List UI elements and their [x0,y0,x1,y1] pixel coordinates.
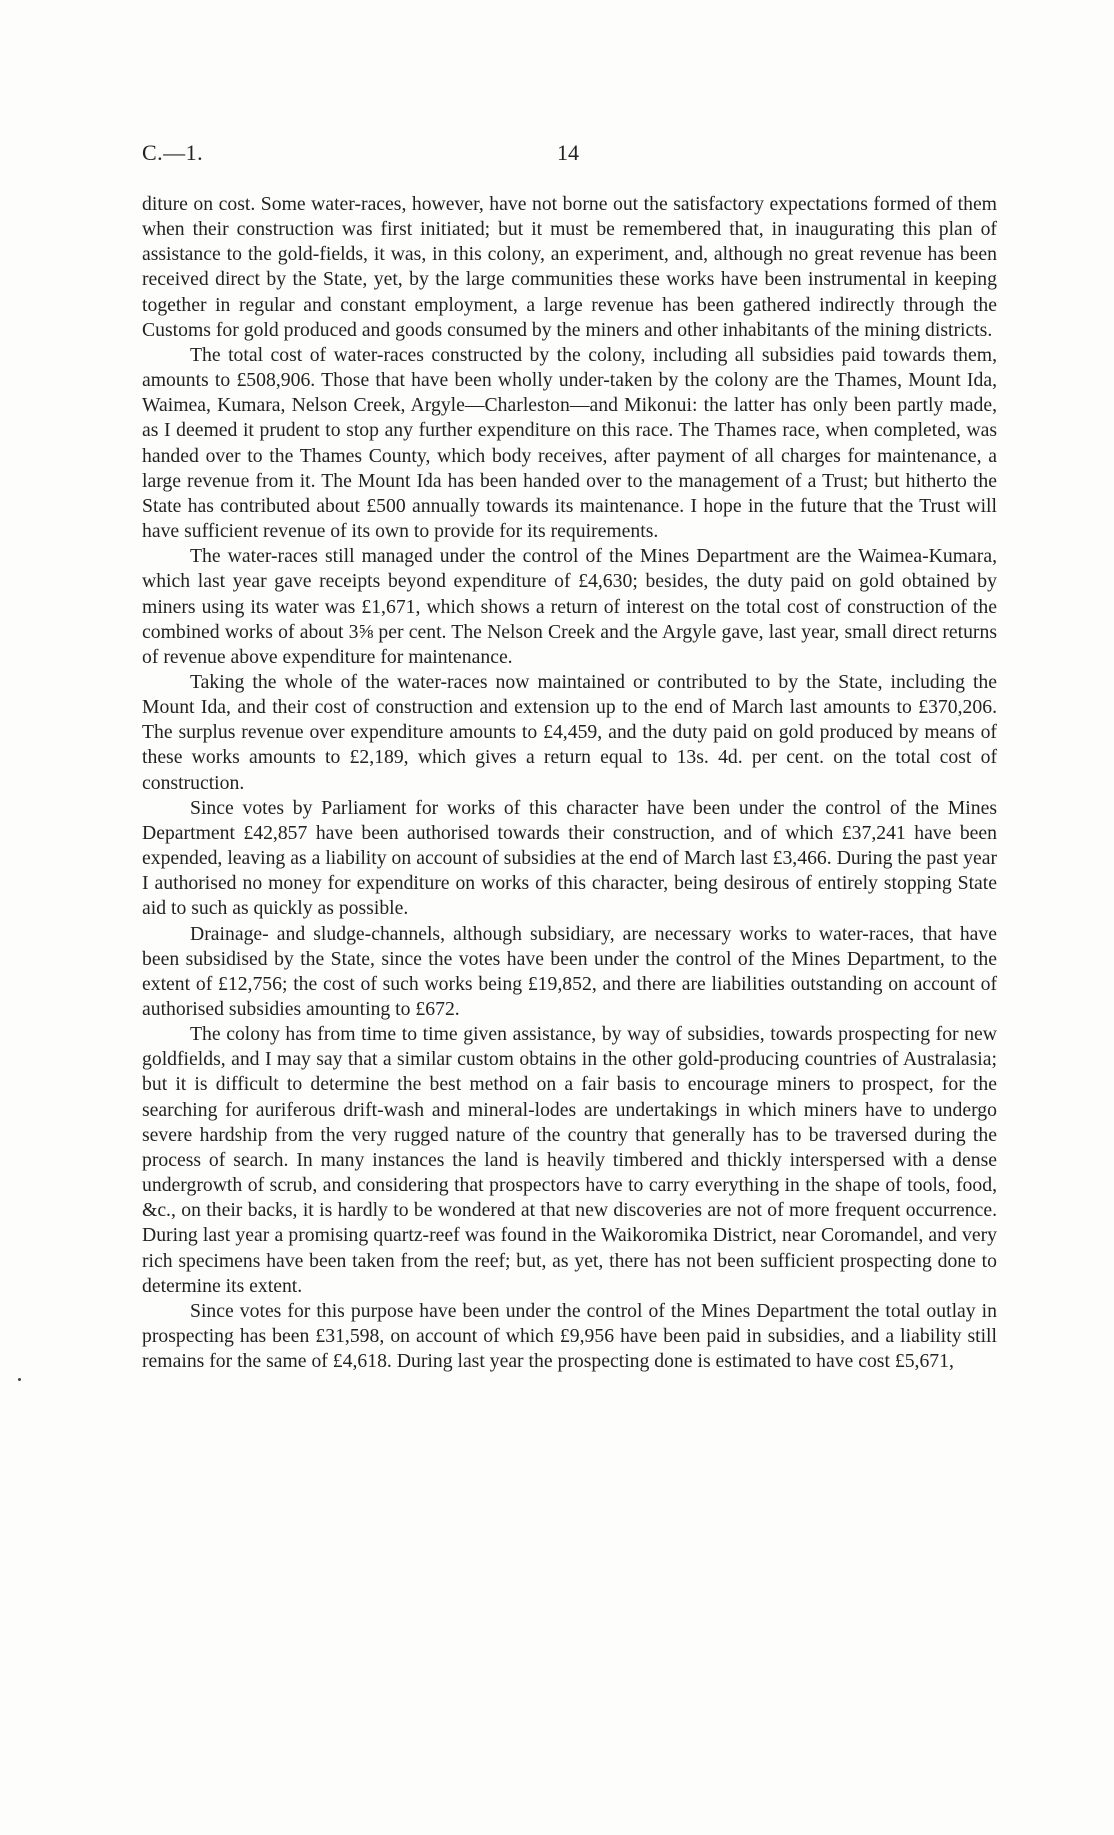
margin-mark [18,1378,21,1381]
paragraph-continued: diture on cost. Some water-races, however, have not borne out the satisfactory expectations formed of them when their construction was first initiated; but it must be remembered that, in inaugurating this plan of assistance to the gold-fields, it was, in this colony, an experiment, and, although no great revenue has been received direct by the State, yet, by the large communities these works have been instrumental in keeping together in regular and constant employment, a large revenue has been gathered indirectly through the Customs for gold produced and goods consumed by the miners and other inhabitants of the mining districts. [142,193,997,341]
document-reference: C.—1. [142,140,204,165]
paragraph-water-race-cost: The total cost of water-races constructed by the colony, including all subsidies paid towards them, amounts to £508,906. Those that have been wholly under-taken by the colony are the Thames, Mount Ida, Waimea, Kumara, Nelson Creek, Argyle—Charleston—and Mikonui: the latter has only been partly made, as I deemed it prudent to stop any further expenditure on this race. The Thames race, when completed, was handed over to the Thames County, which body receives, after payment of all charges for maintenance, a large revenue from it. The Mount Ida has been handed over to the management of a Trust; but hitherto the State has contributed about £500 annually towards its maintenance. I hope in the future that the Trust will have sufficient revenue of its own to provide for its requirements. [142,343,997,543]
paragraph-state-races-total: Taking the whole of the water-races now maintained or contributed to by the State, including the Mount Ida, and their cost of construction and extension up to the end of March last amounts to £370,206. The surplus revenue over expenditure amounts to £4,459, and the duty paid on gold produced by means of these works amounts to £2,189, which gives a return equal to 13s. 4d. per cent. on the total cost of construction. [142,670,997,794]
paragraph-drainage-channels: Drainage- and sludge-channels, although subsidiary, are necessary works to water-races, that have been subsidised by the State, since the votes have been under the control of the Mines Department, to the extent of £12,756; the cost of such works being £19,852, and there are liabilities outstanding on account of authorised subsidies amounting to £672. [142,922,997,1020]
page-number: 14 [557,140,579,165]
paragraph-prospecting-assistance: The colony has from time to time given assistance, by way of subsidies, towards prospecting for new goldfields, and I may say that a similar custom obtains in the other gold-producing countries of Australasia; but it is difficult to determine the best method on a fair basis to encourage miners to prospect, for the searching for auriferous drift-wash and mineral-lodes are undertakings in which miners have to undergo severe hardship from the very rugged nature of the country that generally has to be traversed during the process of search. In many instances the land is heavily timbered and thickly interspersed with a dense undergrowth of scrub, and considering that prospectors have to carry everything in the shape of tools, food, &c., on their backs, it is hardly to be wondered at that new discoveries are not of more frequent occurrence. During last year a promising quartz-reef was found in the Waikoromika District, near Coromandel, and very rich specimens have been taken from the reef; but, as yet, there has not been sufficient prospecting done to determine its extent. [142,1023,997,1297]
page-header [142,140,997,174]
body-text [142,192,997,1374]
paragraph-parliament-votes: Since votes by Parliament for works of this character have been under the control of the Mines Department £42,857 have been authorised towards their construction, and of which £37,241 have been expended, leaving as a liability on account of subsidies at the end of March last £3,466. During the past year I authorised no money for expenditure on works of this character, being desirous of entirely stopping State aid to such as quickly as possible. [142,796,997,920]
paragraph-prospecting-outlay: Since votes for this purpose have been under the control of the Mines Department the total outlay in prospecting has been £31,598, on account of which £9,956 have been paid in subsidies, and a liability still remains for the same of £4,618. During last year the prospecting done is estimated to have cost £5,671, [142,1299,997,1373]
paragraph-mines-department-races: The water-races still managed under the control of the Mines Department are the Waimea-Kumara, which last year gave receipts beyond expenditure of £4,630; besides, the duty paid on gold obtained by miners using its water was £1,671, which shows a return of interest on the total cost of construction of the combined works of about 3⅝ per cent. The Nelson Creek and the Argyle gave, last year, small direct returns of revenue above expenditure for maintenance. [142,545,997,668]
